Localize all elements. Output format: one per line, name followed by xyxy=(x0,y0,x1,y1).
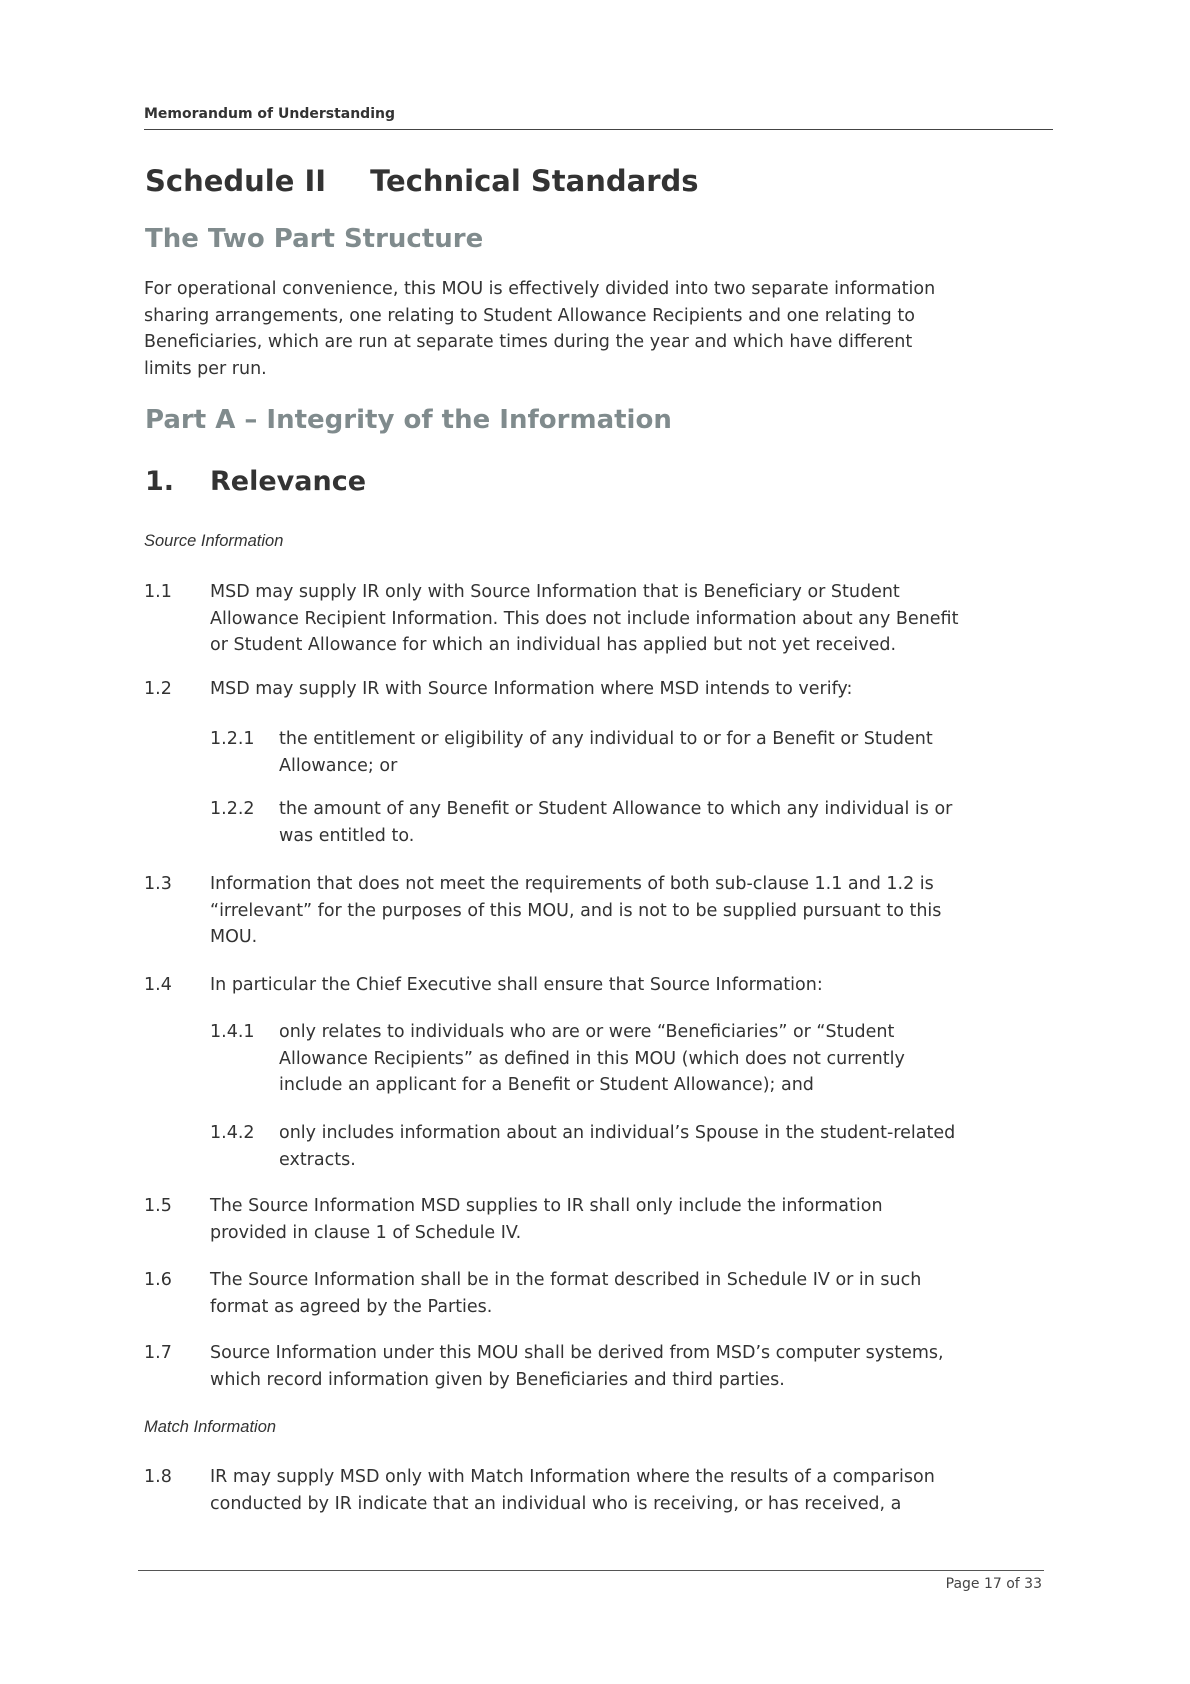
clause-line: IR may supply MSD only with Match Information where the results of a comparison xyxy=(210,1467,935,1487)
clause-text xyxy=(210,1193,1054,1246)
section-heading xyxy=(145,466,366,497)
clause-line: the amount of any Benefit or Student Allowance to which any individual is or xyxy=(279,799,953,819)
clause-line: The Source Information shall be in the format described in Schedule IV or in such xyxy=(210,1270,922,1290)
paragraph-line: sharing arrangements, one relating to Student Allowance Recipients and one relating to xyxy=(144,305,915,326)
clause-1-4-2 xyxy=(210,1120,1055,1173)
clause-line: or Student Allowance for which an individual has applied but not yet received. xyxy=(210,635,897,655)
clause-line: MSD may supply IR with Source Information where MSD intends to verify: xyxy=(210,679,853,699)
section-title: Relevance xyxy=(210,466,367,497)
match-information-label: Match Information xyxy=(144,1418,277,1436)
part-a-heading: Part A – Integrity of the Information xyxy=(145,405,672,435)
clause-number: 1.2 xyxy=(144,679,172,699)
clause-number: 1.4 xyxy=(144,975,172,995)
clause-text xyxy=(279,726,1055,779)
schedule-label: Schedule II xyxy=(145,164,327,198)
two-part-paragraph xyxy=(144,276,1064,382)
clause-1-2-2 xyxy=(210,796,1055,849)
clause-1-6 xyxy=(144,1267,1054,1320)
clause-number: 1.2.2 xyxy=(210,799,255,819)
clause-line: only relates to individuals who are or were “Beneficiaries” or “Student xyxy=(279,1022,895,1042)
clause-line: The Source Information MSD supplies to IR shall only include the information xyxy=(210,1196,883,1216)
clause-line: conducted by IR indicate that an individual who is receiving, or has received, a xyxy=(210,1493,902,1514)
clause-text xyxy=(210,1267,1054,1320)
clause-line: In particular the Chief Executive shall ensure that Source Information: xyxy=(210,975,823,995)
clause-number: 1.8 xyxy=(144,1467,172,1487)
clause-number: 1.4.1 xyxy=(210,1022,255,1042)
clause-line: MSD may supply IR only with Source Information that is Beneficiary or Student xyxy=(210,582,900,602)
clause-1-4-1 xyxy=(210,1019,1055,1099)
clause-line: “irrelevant” for the purposes of this MOU, and is not to be supplied pursuant to this xyxy=(210,900,942,921)
schedule-title xyxy=(145,164,699,198)
clause-line: include an applicant for a Benefit or Student Allowance); and xyxy=(279,1075,814,1095)
clause-line: MOU. xyxy=(210,927,258,947)
clause-line: provided in clause 1 of Schedule IV. xyxy=(210,1222,522,1243)
clause-line: Allowance Recipient Information. This does not include information about any Benefit xyxy=(210,608,959,629)
clause-1-5 xyxy=(144,1193,1054,1246)
clause-line: format as agreed by the Parties. xyxy=(210,1296,493,1317)
clause-line: was entitled to. xyxy=(279,825,415,846)
clause-number: 1.1 xyxy=(144,582,172,602)
clause-number: 1.7 xyxy=(144,1343,172,1363)
clause-text xyxy=(210,871,1054,951)
clause-text xyxy=(279,1019,1055,1099)
clause-line: which record information given by Beneficiaries and third parties. xyxy=(210,1369,785,1390)
clause-number: 1.3 xyxy=(144,874,172,894)
paragraph-line: For operational convenience, this MOU is effectively divided into two separate information xyxy=(144,279,936,299)
clause-number: 1.2.1 xyxy=(210,729,255,749)
clause-1-1 xyxy=(144,579,1054,659)
page-number: Page 17 of 33 xyxy=(945,1576,1042,1592)
clause-text xyxy=(279,1120,1055,1173)
clause-1-8 xyxy=(144,1464,1054,1517)
clause-line: Source Information under this MOU shall be derived from MSD’s computer systems, xyxy=(210,1343,944,1363)
clause-line: Allowance; or xyxy=(279,755,398,776)
clause-text xyxy=(210,676,1054,703)
clause-line: Information that does not meet the requirements of both sub-clause 1.1 and 1.2 is xyxy=(210,874,934,894)
clause-number: 1.4.2 xyxy=(210,1123,255,1143)
clause-1-3 xyxy=(144,871,1054,951)
clause-line: extracts. xyxy=(279,1149,356,1170)
paragraph-line: limits per run. xyxy=(144,358,267,379)
clause-1-2-1 xyxy=(210,726,1055,779)
section-number: 1. xyxy=(145,466,175,497)
clause-number: 1.6 xyxy=(144,1270,172,1290)
two-part-heading: The Two Part Structure xyxy=(145,224,484,254)
clause-text xyxy=(210,1464,1054,1517)
clause-1-7 xyxy=(144,1340,1054,1393)
clause-text xyxy=(279,796,1055,849)
header-rule xyxy=(144,129,1053,130)
source-information-label: Source Information xyxy=(144,532,284,550)
running-header: Memorandum of Understanding xyxy=(144,106,395,122)
clause-1-4 xyxy=(144,972,1054,999)
clause-1-2 xyxy=(144,676,1054,703)
clause-line: only includes information about an individual’s Spouse in the student-related xyxy=(279,1123,956,1143)
clause-number: 1.5 xyxy=(144,1196,172,1216)
footer-rule xyxy=(138,1570,1044,1571)
clause-text xyxy=(210,1340,1054,1393)
clause-text xyxy=(210,972,1054,999)
schedule-heading: Technical Standards xyxy=(370,164,699,198)
clause-line: Allowance Recipients” as defined in this MOU (which does not currently xyxy=(279,1048,905,1069)
clause-line: the entitlement or eligibility of any individual to or for a Benefit or Student xyxy=(279,729,933,749)
paragraph-line: Beneficiaries, which are run at separate times during the year and which have different xyxy=(144,332,913,352)
clause-text xyxy=(210,579,1054,659)
